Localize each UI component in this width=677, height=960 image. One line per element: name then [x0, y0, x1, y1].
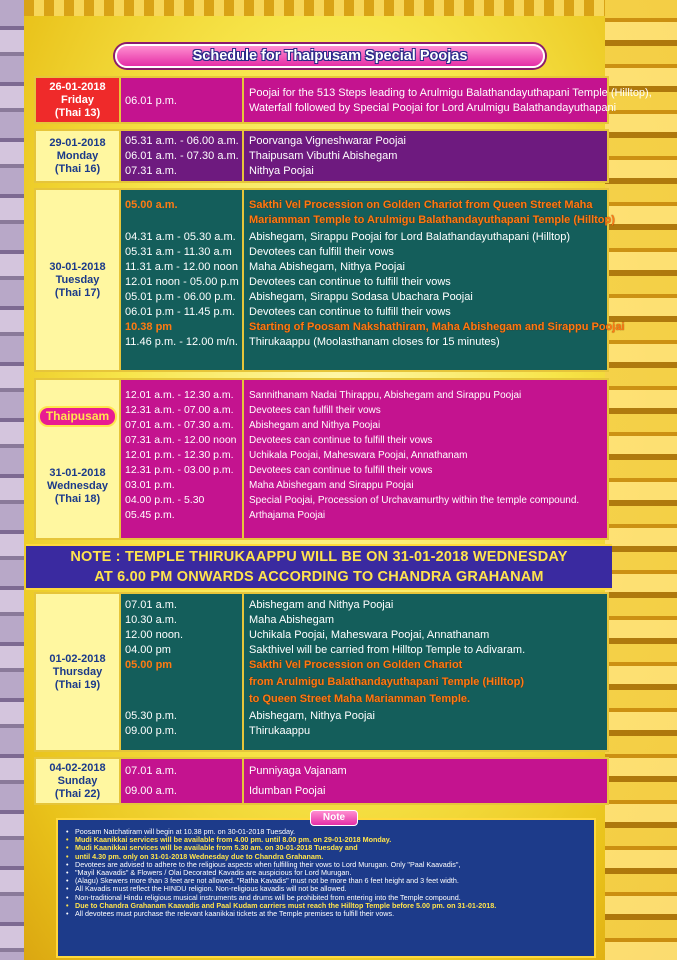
desc-text: Maha Abishegam and Sirappu Poojai	[249, 480, 414, 491]
bullet-icon: •	[66, 876, 69, 886]
schedule-block-04-02	[34, 757, 609, 805]
thai-text: (Thai 22)	[54, 787, 101, 800]
bullet-icon: •	[66, 835, 69, 845]
desc-text: Abishegam, Sirappu Poojai for Lord Balathandayuthapani (Hilltop)	[249, 231, 571, 243]
desc-text: Starting of Poosam Nakshathiram, Maha Abishegam and Sirappu Poojai	[249, 321, 625, 333]
desc-text: Sakthi Vel Procession on Golden Chariot	[249, 659, 463, 671]
date-text: 31-01-2018	[49, 467, 106, 479]
time-text: 11.31 a.m - 12.00 noon	[125, 261, 238, 273]
date-cell	[36, 78, 121, 122]
schedule-block-26-01	[34, 76, 652, 124]
date-text: 26-01-2018	[49, 80, 106, 93]
desc-text: Sakthi Vel Procession on Golden Chariot from Queen Street Maha	[249, 199, 593, 211]
note-text: Due to Chandra Grahanam Kaavadis and Paal Kudam carriers must reach the Hilltop Temple before 5.00 pm. on 31-01-2018.	[75, 900, 497, 910]
desc-text: to Queen Street Maha Mariamman Temple.	[249, 693, 471, 705]
desc-text: Devotees can continue to fulfill their vows	[249, 465, 433, 476]
time-text: 10.30 a.m.	[125, 614, 177, 626]
note-text: Poosam Natchatiram will begin at 10.38 pm. on 30-01-2018 Tuesday.	[75, 827, 296, 836]
day-text: Thursday	[52, 665, 103, 678]
desc-cell	[244, 594, 607, 750]
left-decorative-border	[0, 0, 24, 960]
time-cell	[121, 759, 244, 803]
time-text: 06.01 p.m - 11.45 p.m.	[125, 306, 235, 318]
time-text: 07.01 a.m.	[125, 599, 177, 611]
notes-label: Note	[310, 810, 358, 826]
desc-text: Devotees can continue to fulfill their vows	[249, 306, 451, 318]
desc-cell	[244, 131, 607, 181]
notice-line-1: NOTE : TEMPLE THIRUKAAPPU WILL BE ON 31-01-2018 WEDNESDAY	[70, 549, 568, 565]
schedule-block-31-01	[34, 378, 609, 540]
time-text: 05.30 p.m.	[125, 710, 177, 722]
day-text: Monday	[56, 149, 99, 162]
date-text: 01-02-2018	[49, 652, 106, 665]
desc-text: Poorvanga Vigneshwarar Poojai	[249, 135, 406, 147]
note-text: "Mayil Kaavadis" & Flowers / Olai Decorated Kavadis are auspicious for Lord Murugan.	[75, 868, 352, 878]
date-text: 04-02-2018	[49, 761, 106, 774]
time-text: 12.00 noon.	[125, 629, 184, 641]
schedule-block-30-01	[34, 188, 625, 372]
time-cell	[121, 78, 244, 122]
notes-box	[56, 818, 596, 958]
bullet-icon: •	[66, 827, 69, 836]
desc-text: Devotees can continue to fulfill their vows	[249, 276, 451, 288]
time-text: 03.01 p.m.	[125, 479, 175, 491]
page-title-text: Schedule for Thaipusam Special Poojas	[192, 48, 468, 64]
note-text: Devotees are advised to adhere to the religious aspects when fulfilling their vows to Lord Murugan. Only "Paal Kaavadis",	[75, 859, 461, 869]
time-text: 09.00 a.m.	[125, 785, 177, 797]
time-text: 12.31 p.m. - 03.00 p.m.	[125, 464, 234, 476]
thai-text: (Thai 17)	[54, 286, 101, 299]
desc-text: Special Poojai, Procession of Urchavamurthy within the temple compound.	[249, 495, 580, 506]
desc-cell	[244, 380, 607, 538]
desc-text: Devotees can fulfill their vows	[249, 405, 381, 416]
day-text: Wednesday	[47, 480, 108, 492]
desc-cell	[244, 190, 625, 370]
schedule-block-01-02	[34, 592, 609, 752]
bullet-icon: •	[66, 851, 69, 861]
note-text: (Alagu) Skewers more than 3 feet are not allowed. "Ratha Kavadis" must not be more than 6 feet height and 3 feet width.	[75, 876, 459, 886]
top-frieze	[24, 0, 605, 16]
desc-text: Maha Abishegam, Nithya Poojai	[249, 261, 405, 273]
time-text: 12.31 a.m. - 07.00 a.m.	[125, 404, 234, 416]
time-text: 04.31 a.m - 05.30 a.m.	[125, 231, 236, 243]
day-text: Sunday	[57, 774, 98, 787]
bullet-icon: •	[66, 884, 69, 894]
desc-text: Abishegam, Nithya Poojai	[249, 710, 375, 722]
time-text: 07.31 a.m. - 12.00 noon	[125, 434, 237, 446]
desc-text: Mariamman Temple to Arulmigu Balathandayuthapani Temple (Hilltop)	[249, 214, 615, 226]
time-text: 10.38 pm	[125, 321, 173, 333]
bullet-icon: •	[66, 859, 69, 869]
note-text: All Kavadis must reflect the HINDU religion. Non-religious kavadis will not be allowed.	[75, 884, 347, 894]
desc-text: Nithya Poojai	[249, 165, 314, 177]
right-golden-pillar	[605, 0, 677, 960]
page-title	[115, 44, 545, 68]
time-cell	[121, 190, 244, 370]
note-text: Mudi Kaanikkai services will be available from 5.30 am. on 30-01-2018 Tuesday and	[75, 843, 358, 853]
time-text: 05.45 p.m.	[125, 509, 175, 521]
time-text: 11.46 p.m. - 12.00 m/n.	[125, 336, 238, 348]
time-text: 07.01 a.m. - 07.30 a.m.	[125, 419, 234, 431]
time-text: 05.31 a.m - 11.30 a.m	[125, 246, 232, 258]
desc-text: Idumban Poojai	[249, 785, 326, 797]
notice-line-2: AT 6.00 PM ONWARDS ACCORDING TO CHANDRA GRAHANAM	[94, 569, 544, 585]
schedule-block-29-01	[34, 129, 609, 183]
note-text: Mudi Kaanikkai services will be available from 4.00 pm. until 8.00 pm. on 29-01-2018 Monday.	[75, 835, 392, 845]
time-cell	[121, 594, 244, 750]
note-text: Non-traditional Hindu religious musical instruments and drums will be prohibited from entering into the Temple compound.	[75, 892, 461, 902]
bullet-icon: •	[66, 900, 69, 910]
note-item	[66, 910, 586, 918]
time-text: 06.01 p.m.	[125, 95, 177, 107]
date-cell	[36, 594, 121, 750]
desc-text: Arthajama Poojai	[249, 510, 326, 521]
desc-cell	[244, 78, 652, 122]
desc-text: Sakthivel will be carried from Hilltop Temple to Adivaram.	[249, 644, 526, 656]
date-text: 29-01-2018	[49, 136, 106, 149]
time-text: 04.00 pm	[125, 644, 171, 656]
time-text: 12.01 p.m. - 12.30 p.m.	[125, 449, 234, 461]
desc-text: Thirukaappu	[249, 725, 311, 737]
desc-text: Maha Abishegam	[249, 614, 334, 626]
day-text: Friday	[60, 93, 94, 106]
notes-list	[66, 828, 586, 918]
desc-text: Thaipusam Vibuthi Abishegam	[249, 150, 398, 162]
desc-text: Abishegam and Nithya Poojai	[249, 420, 381, 431]
time-text: 05.01 p.m - 06.00 p.m.	[125, 291, 236, 303]
time-cell	[121, 380, 244, 538]
desc-text: Uchikala Poojai, Maheswara Poojai, Annathanam	[249, 450, 468, 461]
desc-text: from Arulmigu Balathandayuthapani Temple (Hilltop)	[249, 676, 525, 688]
bullet-icon: •	[66, 843, 69, 853]
desc-text: Devotees can continue to fulfill their vows	[249, 435, 433, 446]
desc-text: Uchikala Poojai, Maheswara Poojai, Annathanam	[249, 629, 490, 641]
bullet-icon: •	[66, 909, 69, 919]
note-text: until 4.30 pm. only on 31-01-2018 Wednesday due to Chandra Grahanam.	[75, 851, 324, 861]
bullet-icon: •	[66, 892, 69, 902]
desc-text: Poojai for the 513 Steps leading to Arulmigu Balathandayuthapani Temple (Hilltop),	[249, 87, 652, 99]
thirukaappu-notice	[26, 544, 612, 590]
time-text: 09.00 p.m.	[125, 725, 177, 737]
date-text: 30-01-2018	[49, 260, 106, 273]
desc-text: Punniyaga Vajanam	[249, 765, 347, 777]
date-cell	[36, 759, 121, 803]
desc-text: Abishegam and Nithya Poojai	[249, 599, 394, 611]
day-text: Tuesday	[55, 273, 100, 286]
desc-text: Sannithanam Nadai Thirappu, Abishegam and Sirappu Poojai	[249, 390, 522, 401]
time-text: 07.31 a.m.	[125, 165, 177, 177]
time-text: 05.00 pm	[125, 659, 173, 671]
time-text: 06.01 a.m. - 07.30 a.m.	[125, 150, 239, 162]
desc-cell	[244, 759, 607, 803]
thai-text: (Thai 13)	[54, 106, 101, 119]
time-text: 04.00 p.m. - 5.30	[125, 494, 205, 506]
time-cell	[121, 131, 244, 181]
time-text: 07.01 a.m.	[125, 765, 177, 777]
bullet-icon: •	[66, 868, 69, 878]
time-text: 12.01 noon - 05.00 p.m	[125, 276, 239, 288]
thai-text: (Thai 18)	[54, 493, 101, 505]
desc-text: Thirukaappu (Moolasthanam closes for 15 minutes)	[249, 336, 500, 348]
thaipusam-badge: Thaipusam	[38, 406, 117, 427]
desc-text: Abishegam, Sirappu Sodasa Ubachara Poojai	[249, 291, 473, 303]
thai-text: (Thai 19)	[54, 678, 101, 691]
time-text: 12.01 a.m. - 12.30 a.m.	[125, 389, 234, 401]
date-cell	[36, 380, 121, 538]
thai-text: (Thai 16)	[54, 162, 101, 175]
date-cell	[36, 131, 121, 181]
desc-text: Devotees can fulfill their vows	[249, 246, 394, 258]
desc-text: Waterfall followed by Special Poojai for Lord Arulmigu Balathandayuthapani	[249, 102, 617, 114]
note-text: All devotees must purchase the relevant kaanikkai tickets at the Temple premises to fulfill their vows.	[75, 909, 395, 919]
date-cell	[36, 190, 121, 370]
time-text: 05.00 a.m.	[125, 199, 178, 211]
time-text: 05.31 a.m. - 06.00 a.m.	[125, 135, 239, 147]
